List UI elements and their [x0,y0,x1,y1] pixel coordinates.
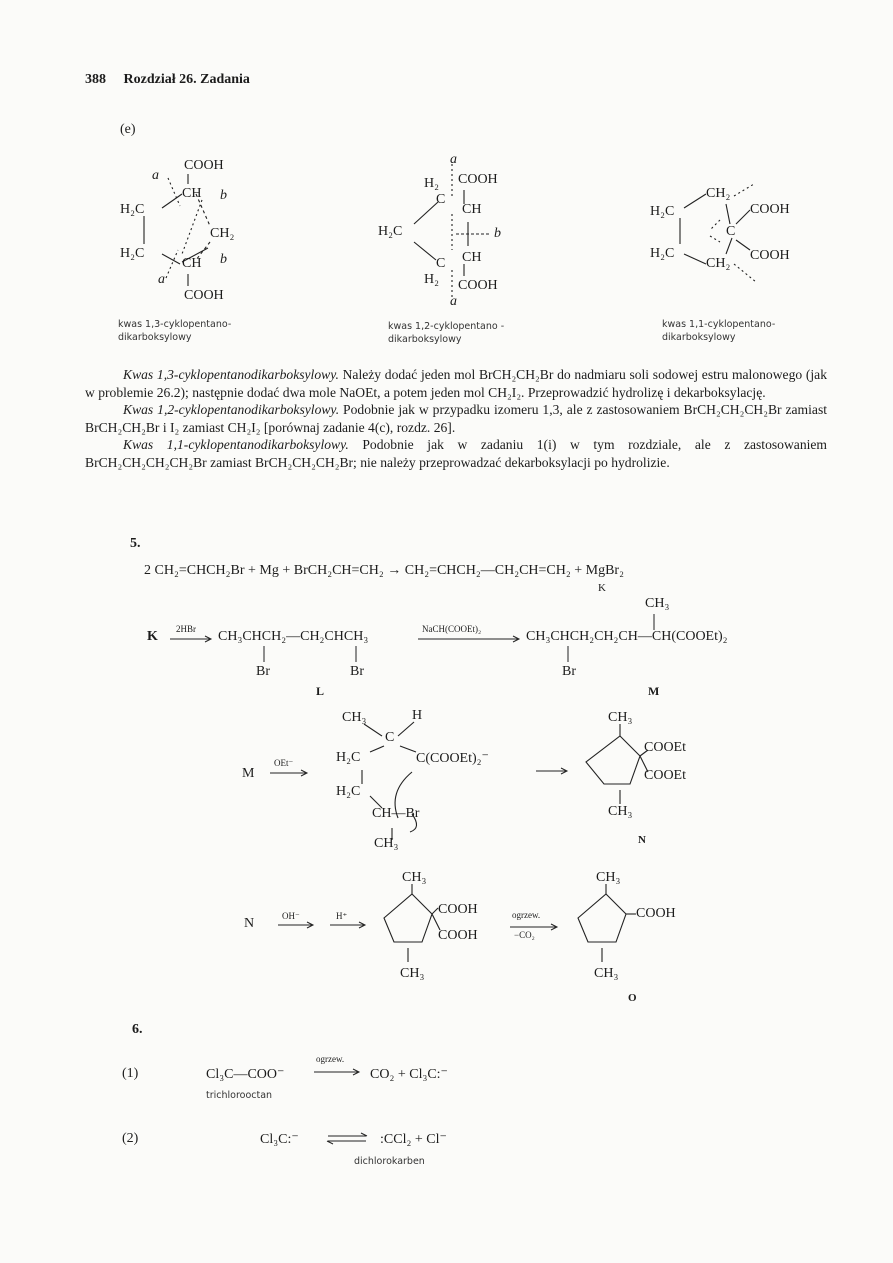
s13-a1: a [152,168,159,183]
eq4-start-n: N [244,916,255,931]
s11-c: C [726,224,736,239]
p1-name: Kwas 1,3-cyklopentanodikarboksylowy. [123,367,339,382]
label-m: M [648,684,660,698]
s13-caption-line1: kwas 1,3-cyklopentano- [118,319,232,330]
s12-caption-line1: kwas 1,2-cyklopentano - [388,321,505,332]
s12-b: b [494,226,501,241]
arrow-oet [270,768,310,778]
chapter-title: Rozdział 26. Zadania [123,72,250,87]
l-br2: Br [350,664,364,679]
step1-arrow [314,1067,362,1077]
s13-ch2: CH₂ [210,226,235,241]
step2-left: Cl₃C:⁻ [260,1132,299,1147]
s12-c-top: C [436,192,446,207]
step1-label: (1) [122,1066,139,1081]
int-chbr: CH—Br [372,806,420,821]
diacid-cooh-2: COOH [438,928,478,943]
int-ch3-bot: CH₃ [374,836,399,851]
int-ch3-top: CH₃ [342,710,367,725]
step1-right: CO₂ + Cl₃C:⁻ [370,1067,448,1082]
s13-caption-line2: dikarboksylowy [118,332,192,343]
s13-ch-bot: CH [182,256,202,271]
s12-a-top: a [450,152,457,167]
s11-caption-line2: dikarboksylowy [662,332,736,343]
reagent-malonate: NaCH(COOEt)₂ [422,624,482,634]
o-ch3-top: CH₃ [596,870,621,885]
arrow-to-n [536,766,570,776]
paragraph-12 [85,401,827,436]
l-bonds [262,646,362,666]
structure-13-bonds [118,150,298,310]
label-k: K [598,582,606,594]
p1-text: Należy dodać jeden mol BrCH₂CH₂Br do nadmiaru soli sodowej estru malonowego (jak w problemie 26.2); następnie dodać dwa mole NaOEt, a potem jeden mol CH₂I₂. Przeprowadzić hydrolizę i dekarboksylację. [85,367,828,400]
arrow-h [330,920,368,930]
cyclization-intermediate [330,706,530,856]
eq1-grignard: 2 CH₂=CHCH₂Br + Mg + BrCH₂CH=CH₂ → CH₂=CHCH₂—CH₂CH=CH₂ + MgBr₂ [144,563,624,578]
reagent-oh: OH⁻ [282,911,300,921]
synthesis-text [85,366,827,472]
intermediate-bonds [330,706,530,856]
step2-label: (2) [122,1131,139,1146]
s12-h2-bot: H₂ [424,272,439,287]
eq3-start-m: M [242,766,255,781]
diacid-ch3-bot: CH₃ [400,966,425,981]
s11-caption [662,318,775,344]
paragraph-11 [85,436,827,471]
diacid [380,872,510,992]
n-cooet-2: COOEt [644,768,686,783]
step2-right: :CCl₂ + Cl⁻ [380,1132,447,1147]
m-bonds [550,612,660,666]
m-formula: CH₃CHCH₂CH₂CH—CH(COOEt)₂ [526,629,728,644]
m-br: Br [562,664,576,679]
s13-cooh-top: COOH [184,158,224,173]
arrow-oh [278,920,316,930]
step1-reagent: ogrzew. [316,1054,345,1064]
reagent-heat: ogrzew. [512,910,541,920]
step1-left: Cl₃C—COO⁻ [206,1067,285,1082]
s11-caption-line1: kwas 1,1-cyklopentano- [662,319,776,330]
s11-cooh-2: COOH [750,248,790,263]
s13-caption [118,318,231,344]
problem-5-number: 5. [130,536,141,551]
s11-h2c-2: H₂C [650,246,675,261]
s13-h2c-1: H₂C [120,202,145,217]
structure-12-acid [378,152,558,312]
p2-text: Podobnie jak w przypadku izomeru 1,3, ale z zastosowaniem BrCH₂CH₂CH₂Br zamiast BrCH₂CH₂Br i I₂ zamiast CH₂I₂ [porównaj zadanie 4(c), rozdz. 26]. [85,402,828,435]
arrow-to-m [418,634,522,644]
s12-caption [388,320,504,346]
n-ch3-bot: CH₃ [608,804,633,819]
structure-13-acid [118,150,298,310]
s13-ch-top: CH [182,186,202,201]
s13-a2: a [158,272,165,287]
s12-ch-bot: CH [462,250,482,265]
int-c: C [385,730,395,745]
step1-caption: trichlorooctan [206,1090,273,1101]
n-ch3-top: CH₃ [608,710,633,725]
reagent-hbr: 2HBr [176,624,196,634]
s11-ch2-bot: CH₂ [706,256,731,271]
problem-6-number: 6. [132,1022,143,1037]
p2-name: Kwas 1,2-cyklopentanodikarboksylowy. [123,402,340,418]
product-o [576,872,716,1012]
s12-h2-top: H₂ [424,176,439,191]
n-cooet-1: COOEt [644,740,686,755]
m-ch3: CH₃ [645,596,670,611]
s12-c-bot: C [436,256,446,271]
paragraph-13 [85,366,827,401]
s13-b1: b [220,188,227,203]
structure-11-bonds [650,184,830,294]
label-o: O [628,992,637,1004]
diacid-ch3-top: CH₃ [402,870,427,885]
page-number: 388 [85,72,106,87]
section-e-label: (e) [120,122,136,137]
p3-text: Podobnie jak w zadaniu 1(i) w tym rozdziale, ale z zastosowaniem BrCH₂CH₂CH₂CH₂Br zamiast BrCH₂CH₂CH₂Br; nie należy przeprowadzać dekarboksylacji po hydrolizie. [85,437,827,470]
s12-a-bot: a [450,294,457,309]
p3-name: Kwas 1,1-cyklopentanodikarboksylowy. [123,437,349,453]
diacid-cooh-1: COOH [438,902,478,917]
s12-cooh-top: COOH [458,172,498,187]
s11-ch2-top: CH₂ [706,186,731,201]
o-cooh: COOH [636,906,676,921]
s11-cooh-1: COOH [750,202,790,217]
l-br1: Br [256,664,270,679]
s12-h2c: H₂C [378,224,403,239]
s11-h2c-1: H₂C [650,204,675,219]
s13-cooh-bot: COOH [184,288,224,303]
reagent-h: H⁺ [336,911,348,921]
label-n: N [638,834,646,846]
s12-cooh-bot: COOH [458,278,498,293]
step2-equilibrium-arrow [326,1132,370,1146]
l-formula: CH₃CHCH₂—CH₂CHCH₃ [218,629,369,644]
eq2-start-k: K [147,629,158,644]
product-o-ring [576,872,716,1012]
page-header [85,72,250,88]
int-h2c-1: H₂C [336,750,361,765]
s12-ch-top: CH [462,202,482,217]
s13-b2: b [220,252,227,267]
arrow-to-l [170,634,214,644]
reagent-oet: OEt⁻ [274,758,294,768]
s12-caption-line2: dikarboksylowy [388,334,462,345]
step2-caption: dichlorokarben [354,1156,425,1167]
o-ch3-bot: CH₃ [594,966,619,981]
product-n [580,712,730,852]
structure-11-acid [650,184,830,294]
int-ccooet: C(COOEt)₂⁻ [416,751,489,766]
int-h2c-2: H₂C [336,784,361,799]
int-h: H [412,708,423,723]
label-l: L [316,684,325,698]
s13-h2c-2: H₂C [120,246,145,261]
reagent-co2: −CO₂ [514,930,535,940]
